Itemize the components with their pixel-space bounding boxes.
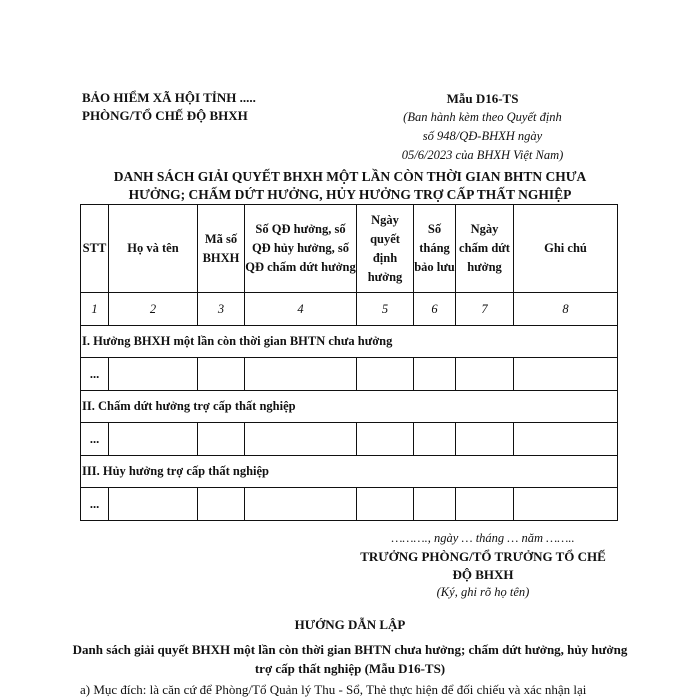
date-line: ………., ngày … tháng … năm …….. [391, 531, 575, 545]
column-header: Số tháng bảo lưu [414, 205, 456, 293]
signer-title: TRƯỞNG PHÒNG/TỔ TRƯỞNG TỔ CHẾ ĐỘ BHXH [360, 549, 606, 582]
form-code-block [400, 89, 565, 165]
section-row [81, 456, 618, 488]
section-heading: III. Hủy hưởng trợ cấp thất nghiệp [81, 456, 618, 488]
column-number: 8 [514, 293, 618, 326]
column-header: Ngày chấm dứt hưởng [456, 205, 514, 293]
column-number: 6 [414, 293, 456, 326]
column-number-row [81, 293, 618, 326]
document-title-line-1: DANH SÁCH GIẢI QUYẾT BHXH MỘT LẦN CÒN THỜI GIAN BHTN CHƯA [113, 169, 587, 184]
row-placeholder: ... [81, 358, 109, 391]
section-row [81, 326, 618, 358]
column-number: 3 [198, 293, 245, 326]
column-header: Ngày quyết định hưởng [357, 205, 414, 293]
section-heading: I. Hưởng BHXH một lần còn thời gian BHTN chưa hưởng [81, 326, 618, 358]
column-header: Ghi chú [514, 205, 618, 293]
agency-line-1: BẢO HIỂM XÃ HỘI TỈNH ..... [82, 90, 256, 105]
column-number: 4 [245, 293, 357, 326]
column-number: 7 [456, 293, 514, 326]
column-header: Số QĐ hưởng, số QĐ hủy hưởng, số QĐ chấm dứt hưởng [245, 205, 357, 293]
table-row [81, 488, 618, 521]
column-number: 2 [109, 293, 198, 326]
table-row [81, 358, 618, 391]
guide-subtitle: Danh sách giải quyết BHXH một lần còn thời gian BHTN chưa hưởng; chấm dứt hưởng, hủy hưởng trợ cấp thất nghiệp (Mẫu D16-TS) [72, 642, 628, 676]
document-title [95, 168, 605, 204]
column-header: Họ và tên [109, 205, 198, 293]
table-row [81, 423, 618, 456]
document-title-line-2: HƯỞNG; CHẤM DỨT HƯỞNG, HỦY HƯỞNG TRỢ CẤP THẤT NGHIỆP [128, 187, 572, 202]
form-code: Mẫu D16-TS [446, 91, 519, 106]
section-row [81, 391, 618, 423]
section-heading: II. Chấm dứt hưởng trợ cấp thất nghiệp [81, 391, 618, 423]
column-number: 5 [357, 293, 414, 326]
guide-paragraph: a) Mục đích: là căn cứ để Phòng/Tổ Quản lý Thu - Sổ, Thẻ thực hiện để đối chiếu và xác nhận lại [80, 682, 587, 697]
row-placeholder: ... [81, 423, 109, 456]
column-header: Mã số BHXH [198, 205, 245, 293]
column-number: 1 [81, 293, 109, 326]
column-header: STT [81, 205, 109, 293]
row-placeholder: ... [81, 488, 109, 521]
agency-line-2: PHÒNG/TỔ CHẾ ĐỘ BHXH [82, 108, 248, 123]
signature-note: (Ký, ghi rõ họ tên) [436, 585, 530, 599]
agency-block [82, 89, 256, 125]
guide-title: HƯỚNG DẪN LẬP [294, 617, 406, 632]
table-header-row [81, 205, 618, 293]
form-note: (Ban hành kèm theo Quyết định số 948/QĐ-BHXH ngày 05/6/2023 của BHXH Việt Nam) [401, 110, 564, 162]
list-table [80, 204, 618, 521]
